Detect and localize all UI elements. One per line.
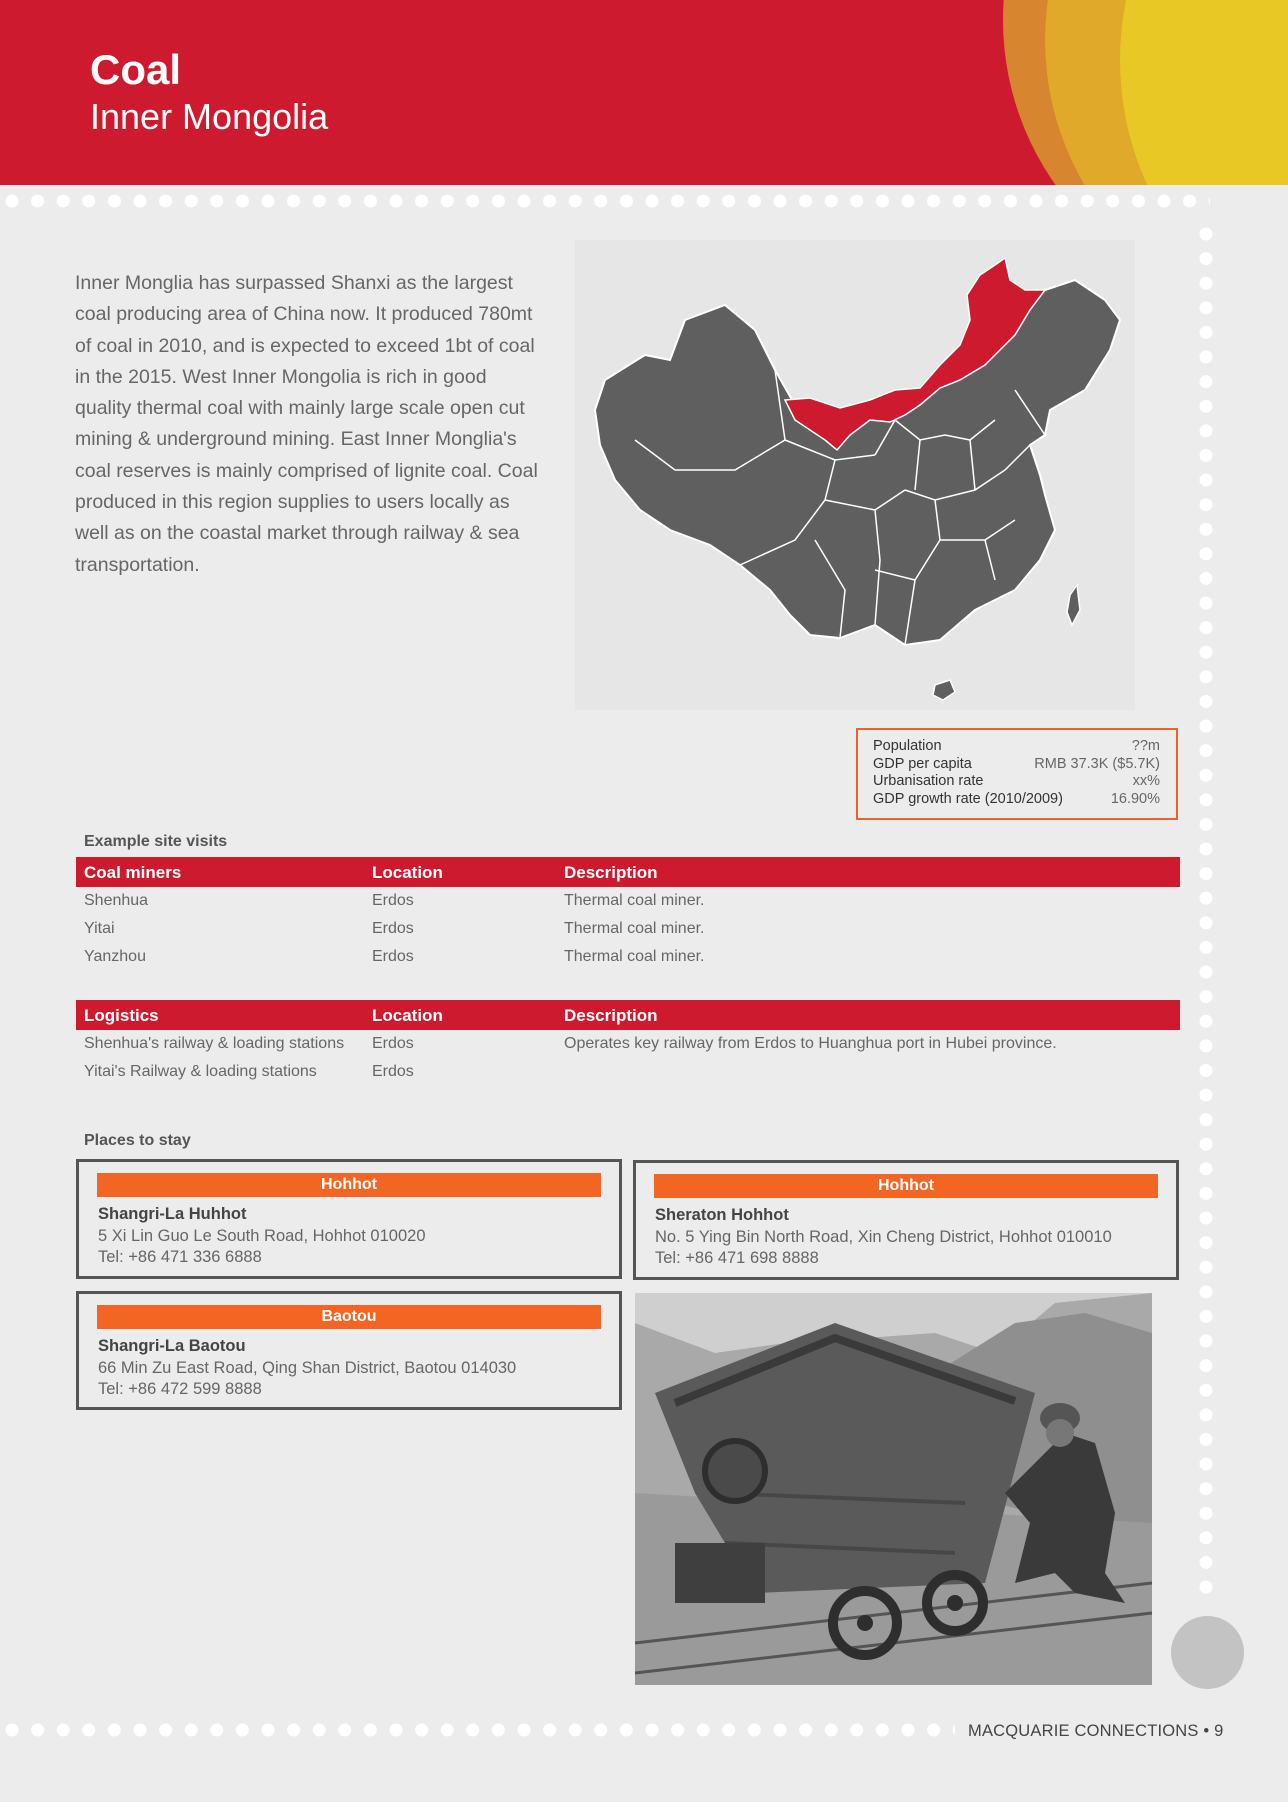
stat-value: RMB 37.3K ($5.7K) bbox=[1034, 755, 1160, 772]
hotel-name: Shangri-La Huhhot bbox=[98, 1205, 247, 1223]
footer-text: MACQUARIE CONNECTIONS • 9 bbox=[968, 1722, 1224, 1740]
hotel-phone: Tel: +86 472 599 8888 bbox=[98, 1380, 262, 1398]
table-cell: Erdos bbox=[372, 892, 414, 909]
table-cell: Thermal coal miner. bbox=[564, 920, 705, 937]
table-cell: Operates key railway from Erdos to Huanghua port in Hubei province. bbox=[564, 1035, 1057, 1052]
header-banner bbox=[0, 0, 1288, 185]
stat-label: GDP per capita bbox=[873, 755, 972, 772]
table-cell: Erdos bbox=[372, 1035, 414, 1052]
column-header: Location bbox=[372, 863, 443, 882]
column-header: Location bbox=[372, 1006, 443, 1025]
table-cell: Shenhua bbox=[84, 892, 149, 909]
dotted-border-right bbox=[1198, 222, 1214, 1602]
logistics-table-header bbox=[76, 1000, 1180, 1030]
stat-value: ??m bbox=[1131, 738, 1160, 754]
table-row bbox=[76, 886, 1180, 914]
stat-label: Urbanisation rate bbox=[873, 773, 984, 789]
stat-row bbox=[873, 738, 1160, 756]
hotel-card bbox=[633, 1160, 1179, 1280]
table-cell: Yanzhou bbox=[84, 948, 146, 965]
stat-row bbox=[873, 756, 1160, 774]
hotel-address: 66 Min Zu East Road, Qing Shan District, Baotou 014030 bbox=[98, 1359, 517, 1377]
decorative-circles bbox=[0, 0, 1288, 185]
hotel-phone: Tel: +86 471 698 8888 bbox=[655, 1249, 819, 1267]
hotel-city-bar: Hohhot bbox=[654, 1174, 1158, 1198]
site-visits-heading: Example site visits bbox=[84, 833, 228, 850]
places-heading: Places to stay bbox=[84, 1132, 191, 1149]
stat-row bbox=[873, 791, 1160, 809]
coal-cart-photo bbox=[635, 1293, 1152, 1685]
dotted-border-top bbox=[0, 193, 1210, 209]
hotel-address: No. 5 Ying Bin North Road, Xin Cheng District, Hohhot 010010 bbox=[655, 1228, 1112, 1246]
intro-paragraph: Inner Monglia has surpassed Shanxi as the largest coal producing area of China now. It produced 780mt of coal in 2010, and is expected to exceed 1bt of coal in the 2015. West Inner Mongolia is rich in good quality thermal coal with mainly large scale open cut mining & underground mining. East Inner Monglia's coal reserves is mainly comprised of lignite coal. Coal produced in this region supplies to users locally as well as on the coastal market through railway & sea transportation. bbox=[75, 272, 538, 576]
stats-box bbox=[856, 728, 1178, 820]
stat-label: Population bbox=[873, 738, 942, 754]
hotel-name: Shangri-La Baotou bbox=[98, 1337, 246, 1355]
table-row bbox=[76, 914, 1180, 942]
column-header: Description bbox=[564, 863, 658, 882]
stat-value: 16.90% bbox=[1110, 790, 1160, 807]
table-row bbox=[76, 942, 1180, 970]
column-header: Logistics bbox=[84, 1006, 159, 1025]
column-header: Description bbox=[564, 1006, 658, 1025]
column-header: Coal miners bbox=[84, 863, 182, 882]
table-row bbox=[76, 1057, 1180, 1085]
stat-value: xx% bbox=[1132, 773, 1160, 789]
table-cell: Thermal coal miner. bbox=[564, 948, 705, 965]
table-row bbox=[76, 1029, 1180, 1057]
table-cell: Erdos bbox=[372, 1063, 414, 1080]
page-circle-decoration bbox=[1171, 1616, 1244, 1689]
table-cell: Erdos bbox=[372, 948, 414, 965]
table-cell: Yitai's Railway & loading stations bbox=[84, 1063, 317, 1080]
hotel-address: 5 Xi Lin Guo Le South Road, Hohhot 010020 bbox=[98, 1227, 426, 1245]
dotted-border-bottom bbox=[0, 1722, 955, 1738]
hotel-card bbox=[76, 1291, 622, 1410]
stat-row bbox=[873, 773, 1160, 791]
table-cell: Thermal coal miner. bbox=[564, 892, 705, 909]
page-subtitle: Inner Mongolia bbox=[90, 96, 329, 137]
page-title: Coal bbox=[90, 46, 182, 93]
table-cell: Erdos bbox=[372, 920, 414, 937]
hotel-card bbox=[76, 1159, 622, 1279]
table-cell: Shenhua's railway & loading stations bbox=[84, 1035, 345, 1052]
miners-table-header bbox=[76, 857, 1180, 887]
hotel-phone: Tel: +86 471 336 6888 bbox=[98, 1248, 262, 1266]
china-map bbox=[575, 240, 1135, 710]
hotel-name: Sheraton Hohhot bbox=[655, 1206, 789, 1224]
hotel-city-bar: Hohhot bbox=[97, 1173, 601, 1197]
stat-label: GDP growth rate (2010/2009) bbox=[873, 790, 1063, 807]
table-cell: Yitai bbox=[84, 920, 115, 937]
hotel-city-bar: Baotou bbox=[97, 1305, 601, 1329]
